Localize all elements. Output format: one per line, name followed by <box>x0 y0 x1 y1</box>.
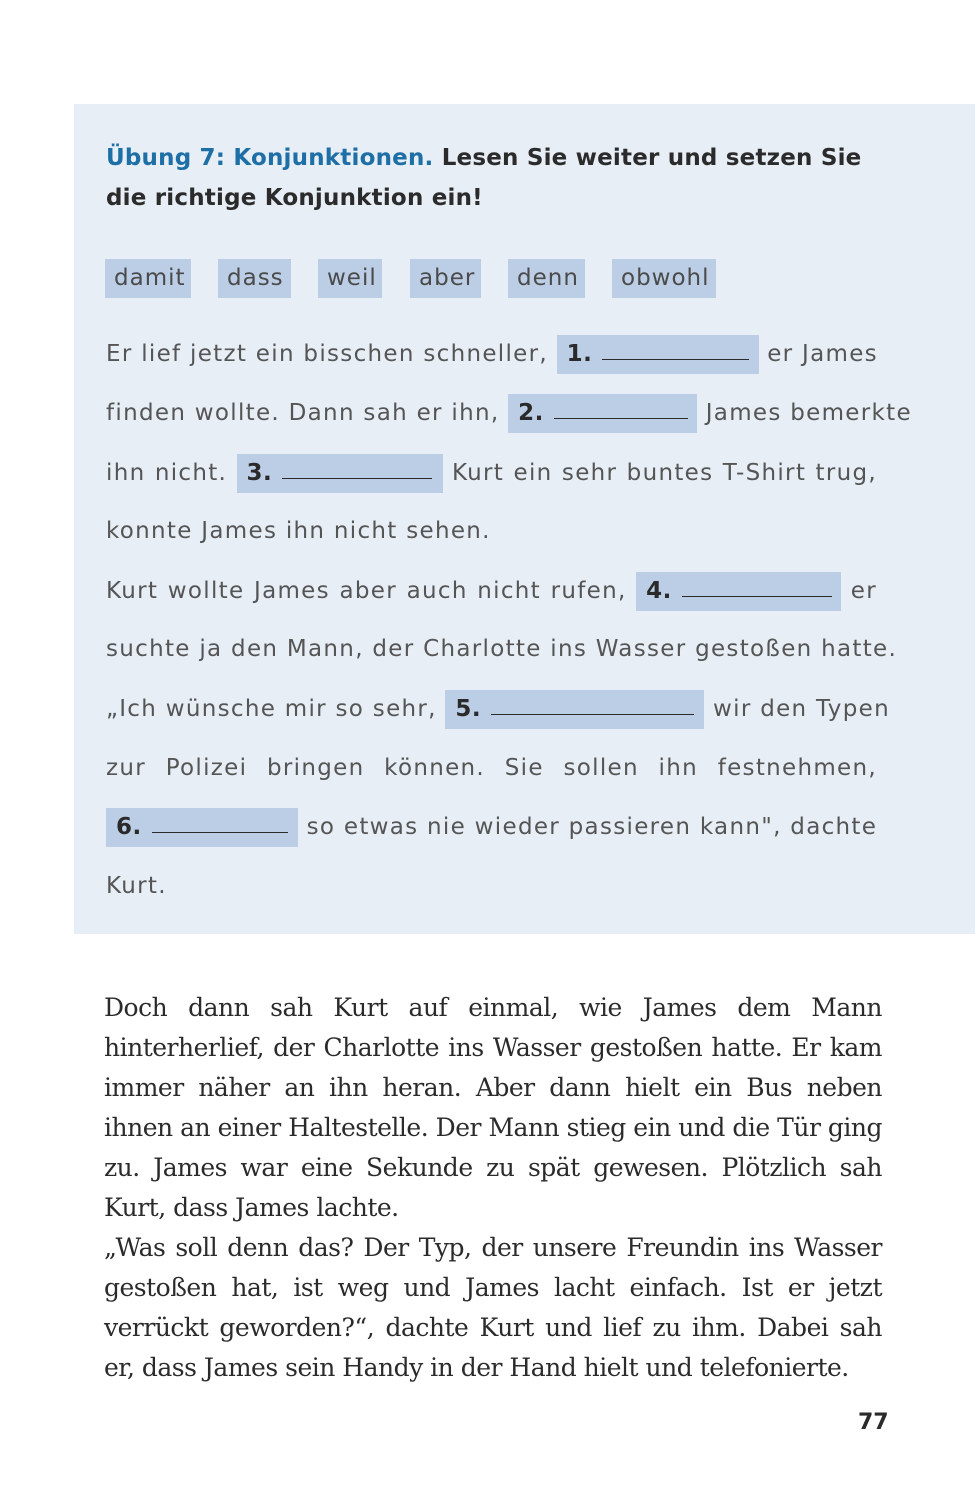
story-paragraph-2: „Was soll denn das? Der Typ, der unsere Freundin ins Wasser gestoßen hat, ist weg und James lacht einfach. Ist er jetzt verrückt geworden?“, dachte Kurt und lief zu ihm. Dabei sah er, dass James sein Handy in der Hand hielt und telefonierte. <box>104 1233 882 1382</box>
page-number: 77 <box>858 1410 889 1435</box>
line-text: so etwas nie wieder passieren kann", dachte <box>306 814 878 840</box>
story-paragraph-1: Doch dann sah Kurt auf einmal, wie James dem Mann hinterherlief, der Charlotte ins Wasser gestoßen hatte. Er kam immer näher an ihn heran. Aber dann hielt ein Bus neben ihnen an einer Haltestelle. Der Mann stieg ein und die Tür ging zu. James war eine Sekunde zu spät gewesen. Plötzlich sah Kurt, dass James lachte. <box>104 993 882 1222</box>
line-text: wir den Typen <box>713 696 890 722</box>
blank-number: 3. <box>246 460 273 486</box>
word-chip-aber: aber <box>410 259 481 298</box>
blank-4[interactable] <box>636 572 841 611</box>
blank-1[interactable] <box>557 335 759 374</box>
story-text <box>104 988 882 1388</box>
exercise-instruction: Lesen Sie weiter und setzen Sie die richtige Konjunktion ein! <box>106 145 862 211</box>
exercise-line-1 <box>106 334 877 374</box>
exercise-line-3 <box>106 453 877 493</box>
line-text: „Ich wünsche mir so sehr, <box>106 696 437 722</box>
exercise-title <box>106 138 896 218</box>
word-chip-damit: damit <box>105 259 191 298</box>
exercise-line-5 <box>106 571 877 611</box>
blank-2[interactable] <box>508 394 697 433</box>
exercise-line-6: suchte ja den Mann, der Charlotte ins Wasser gestoßen hatte. <box>106 636 898 662</box>
line-text: James bemerkte <box>705 400 912 426</box>
blank-number: 4. <box>646 578 672 604</box>
exercise-line-4: konnte James ihn nicht sehen. <box>106 518 491 544</box>
word-chip-weil: weil <box>318 259 382 298</box>
line-text: Er lief jetzt ein bisschen schneller, <box>106 341 548 367</box>
exercise-label: Übung 7: Konjunktionen. <box>106 145 434 171</box>
word-chip-denn: denn <box>508 259 585 298</box>
blank-3[interactable] <box>237 454 443 493</box>
line-text: ihn nicht. <box>106 460 228 486</box>
blank-number: 1. <box>566 341 593 367</box>
line-text: finden wollte. Dann sah er ihn, <box>106 400 500 426</box>
line-text: Kurt wollte James aber auch nicht rufen, <box>106 578 627 604</box>
blank-number: 6. <box>116 814 142 840</box>
line-text: er <box>850 578 877 604</box>
word-chip-obwohl: obwohl <box>612 259 716 298</box>
exercise-line-9 <box>106 807 877 847</box>
blank-number: 5. <box>455 696 482 722</box>
word-chip-dass: dass <box>218 259 291 298</box>
exercise-line-7 <box>106 689 890 729</box>
exercise-line-10: Kurt. <box>106 873 167 899</box>
exercise-line-8: zur Polizei bringen können. Sie sollen ihn festnehmen, <box>106 755 877 781</box>
blank-number: 2. <box>518 400 544 426</box>
blank-6[interactable] <box>106 808 298 847</box>
line-text: er James <box>767 341 878 367</box>
line-text: Kurt ein sehr buntes T-Shirt trug, <box>451 460 877 486</box>
blank-5[interactable] <box>445 690 704 729</box>
exercise-line-2 <box>106 393 912 433</box>
